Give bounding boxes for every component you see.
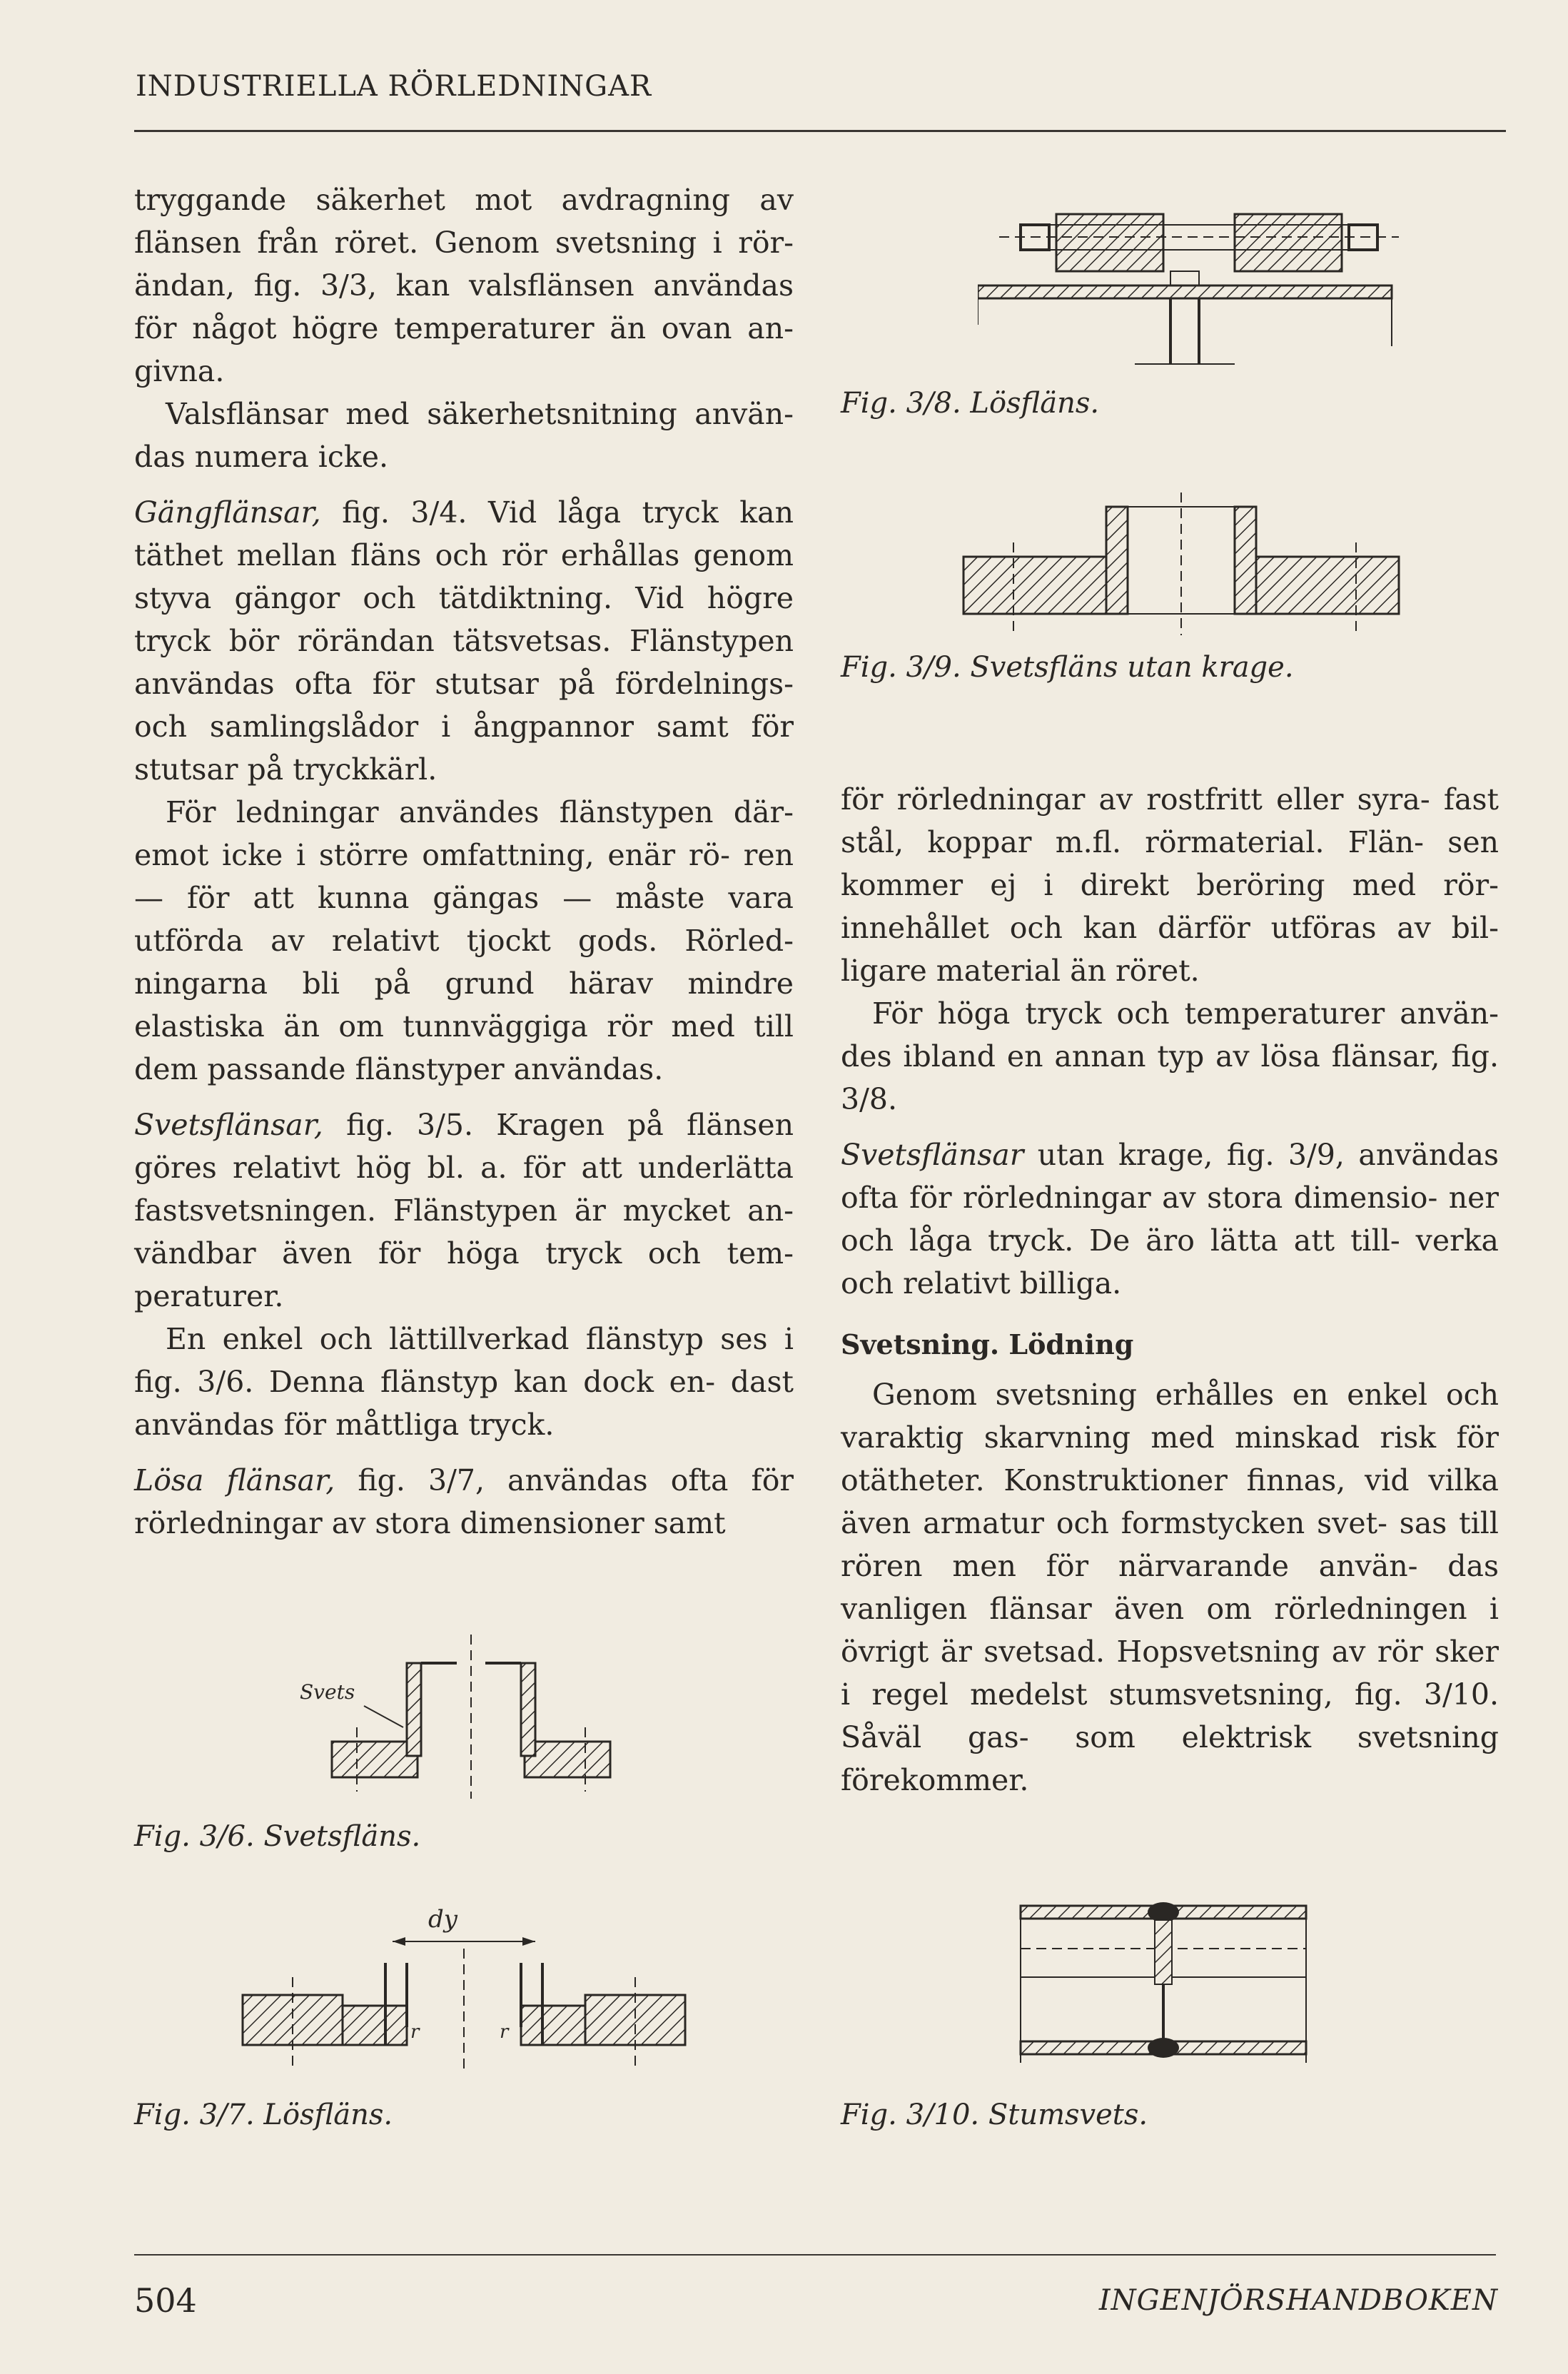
paragraph bbox=[134, 1459, 794, 1545]
radius-label-left: r bbox=[410, 2021, 420, 2043]
figure-3-10-caption: Fig. 3/10. Stumsvets. bbox=[841, 2098, 1148, 2131]
footer-rule bbox=[134, 2254, 1496, 2256]
paragraph-text: fig. 3/4. Vid låga tryck kan täthet mellan fläns och rör erhållas genom styva gängor och tätdiktning. Vid högre tryck bör rörändan tätsvetsas. Flänstypen användas ofta för stutsar på fördelnings- och samlingslådor i ångpannor samt för stutsar på tryckkärl. bbox=[134, 495, 794, 787]
paragraph: för rörledningar av rostfritt eller syra- fast stål, koppar m.fl. rörmaterial. Flän- sen kommer ej i direkt beröring med rör- innehållet och kan därför utföras av bil- ligare material än röret. bbox=[841, 782, 1499, 988]
paragraph: Genom svetsning erhålles en enkel och varaktig skarvning med minskad risk för otätheter. Konstruktioner finnas, vid vilka även armatur och formstycken svet- sas till rören men för närvarande använ- das vanligen flänsar även om rörledningen i övrigt är svetsad. Hopsvetsning av rör sker i regel medelst stumsvetsning, fig. 3/10. Såväl gas- som elektrisk svetsning förekommer. bbox=[841, 1378, 1499, 1797]
section-heading: Svetsning. Lödning bbox=[841, 1328, 1134, 1360]
term: Svetsflänsar bbox=[841, 1138, 1024, 1172]
left-column bbox=[134, 178, 794, 1545]
paragraph bbox=[134, 491, 794, 791]
radius-label-right: r bbox=[500, 2021, 509, 2043]
figure-3-9-drawing bbox=[956, 493, 1413, 635]
header-rule bbox=[134, 130, 1506, 132]
paragraph bbox=[134, 1103, 794, 1318]
term: Gängflänsar, bbox=[134, 495, 321, 530]
paragraph-text: fig. 3/5. Kragen på flänsen göres relativt hög bl. a. för att underlätta fastsvetsningen. Flänstypen är mycket an- vändbar även för höga tryck och tem- peraturer. bbox=[134, 1108, 794, 1313]
paragraph: För höga tryck och temperaturer använ- des ibland en annan typ av lösa flänsar, fig. 3/8. bbox=[841, 996, 1499, 1116]
weld-label: Svets bbox=[300, 1680, 355, 1704]
figure-3-8-caption: Fig. 3/8. Lösfläns. bbox=[841, 387, 1100, 420]
paragraph: En enkel och lättillverkad flänstyp ses i fig. 3/6. Denna flänstyp kan dock en- dast användas för måttliga tryck. bbox=[134, 1322, 794, 1442]
figure-3-7-caption: Fig. 3/7. Lösfläns. bbox=[134, 2098, 393, 2131]
paragraph-text: fig. 3/7, användas ofta för rörledningar av stora dimensioner samt bbox=[134, 1463, 794, 1540]
figure-3-6-caption: Fig. 3/6. Svetsfläns. bbox=[134, 1820, 421, 1853]
term: Svetsflänsar, bbox=[134, 1108, 323, 1142]
term: Lösa flänsar, bbox=[134, 1463, 335, 1497]
figure-3-8-drawing bbox=[978, 193, 1406, 371]
figure-3-7-drawing bbox=[236, 1899, 692, 2077]
paragraph: Valsflänsar med säkerhetsnitning använ- das numera icke. bbox=[134, 397, 794, 474]
book-title: INGENJÖRSHANDBOKEN bbox=[1098, 2284, 1498, 2317]
paragraph-text: utan krage, fig. 3/9, användas ofta för rörledningar av stora dimensio- ner och låga tryck. De äro lätta att till- verka och relativt billiga. bbox=[841, 1138, 1499, 1300]
figure-3-10-drawing bbox=[1013, 1891, 1313, 2077]
paragraph: För ledningar användes flänstypen där- emot icke i större omfattning, enär rö- ren — för att kunna gängas — måste vara utförda av relativt tjockt gods. Rörled- ningarna bli på grund härav mindre elastiska än om tunnväggiga rör med till dem passande flänstyper användas. bbox=[134, 795, 794, 1086]
page-number: 504 bbox=[134, 2281, 197, 2320]
dimension-label-dy: dy bbox=[428, 1905, 457, 1934]
figure-3-9-caption: Fig. 3/9. Svetsfläns utan krage. bbox=[841, 651, 1294, 684]
running-title: INDUSTRIELLA RÖRLEDNINGAR bbox=[136, 70, 652, 103]
paragraph bbox=[841, 1133, 1499, 1305]
figure-3-6-drawing bbox=[285, 1635, 628, 1799]
right-column bbox=[841, 778, 1499, 1802]
paragraph: tryggande säkerhet mot avdragning av flänsen från röret. Genom svetsning i rör- ändan, fig. 3/3, kan valsflänsen användas för något högre temperaturer än ovan an- givna. bbox=[134, 183, 794, 388]
